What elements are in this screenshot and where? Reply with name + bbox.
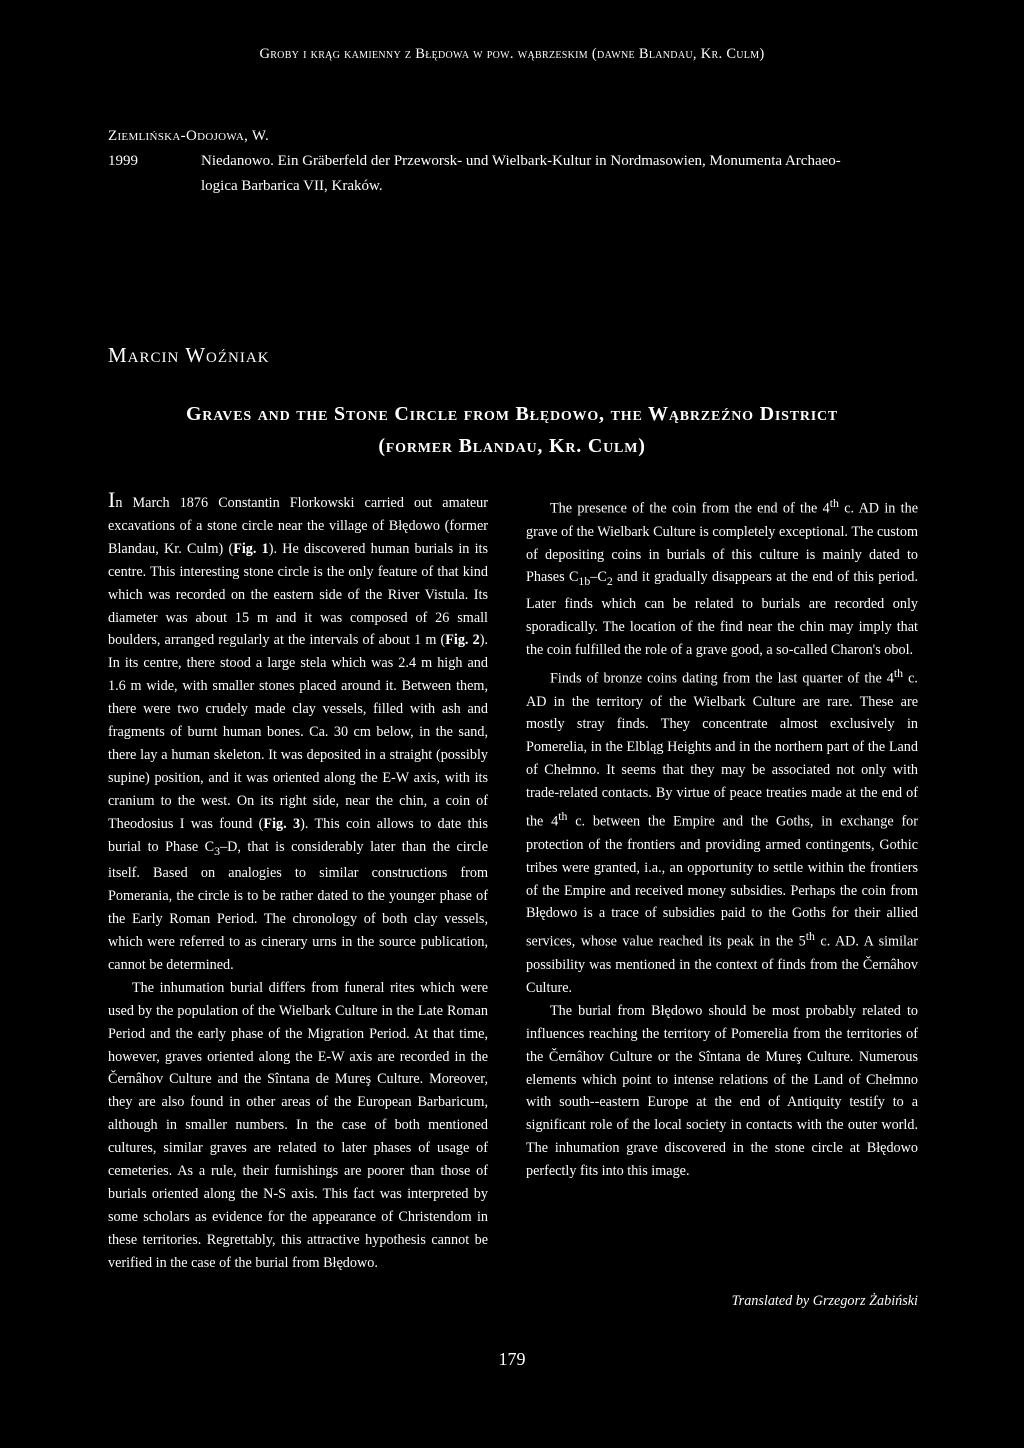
subscript: 3 [214, 843, 221, 858]
paragraph-text: ). In its centre, there stood a large stela which was 2.4 m high and 1.6 m wide, with smaller stones placed around it. Between them, there were two crudely made clay vessels, filled with ash and fragments of burnt human bones. Ca. 30 cm below, in the sand, there lay a human skeleton. It was deposited in a straight (possibly supine) position, and it was oriented along the E-W axis, with its cranium to the west. On its right side, near the chin, a coin of Theodosius I was found ( [108, 632, 488, 832]
paragraph-text: ). He discovered human burials in its centre. This interesting stone circle is the only feature of that kind which was recorded on the eastern side of the River Vistula. Its diameter was about 15 m and it was composed of 26 small boulders, arranged regularly at the intervals of about 1 m ( [108, 540, 489, 649]
superscript: th [829, 496, 839, 510]
paragraph-text: Finds of bronze coins dating from the last quarter of the 4 [550, 670, 894, 687]
paragraph-text: c. between the Empire and the Goths, in exchange for protection of the frontiers and providing armed contingents, Gothic tribes were granted, i.a., an opportunity to settle within the frontiers of the Empire and received money subsidies. Perhaps the coin from Błędowo is a trace of subsidies paid to the Goths for their allied services, whose value reached its peak in the 5 [526, 813, 918, 951]
reference-entry [108, 124, 920, 199]
article-title-line-1: Graves and the Stone Circle from Błędowo, the Wąbrzeźno District [185, 403, 839, 425]
reference-line [108, 149, 920, 174]
paragraph-text: and it gradually disappears at the end of this period. Later finds which can be related to burials are recorded only sporadically. The location of the find near the chin may imply that the coin fulfilled the role of a grave good, a so-called Charon's obol. [526, 569, 918, 658]
reference-year: 1999 [108, 153, 138, 169]
paragraph-text: ). This coin allows to date this burial to Phase C [108, 815, 489, 855]
paragraph-5: The burial from Błędowo should be most probably related to influences reaching the territory of Pomerelia from the territories of the Černâhov Culture or the Sîntana de Mureş Culture. Numerous elements which point to intense relations of the Land of Chełmno with south--eastern Europe at the end of Antiquity testify to a significant role of the local society in contacts with the outer world. The inhumation grave discovered in the stone circle at Błędowo perfectly fits into this image. [526, 1002, 918, 1180]
reference-title: Niedanowo. Ein Gräberfeld der Przeworsk- und Wielbark-Kultur in Nordmasowien, Monumenta Archaeo- [201, 153, 841, 169]
paragraph-text: The presence of the coin from the end of the 4 [550, 500, 830, 517]
paragraph-text: c. AD in the territory of the Wielbark Culture are rare. These are mostly stray finds. They concentrate almost exclusively in Pomerelia, in the Elbląg Heights and in the northern part of the Land of Chełmno. It seems that they may be associated not only with trade-related contacts. By virtue of peace treaties made at the end of the 4 [526, 670, 918, 830]
superscript: th [805, 929, 815, 944]
article-author: Marcin Woźniak [108, 343, 270, 367]
left-column [108, 487, 489, 1275]
subscript: 1b [578, 574, 591, 589]
paragraph-4 [526, 662, 918, 1000]
paragraph-text: –D, that is considerably later than the circle itself. Based on analogies to similar constructions from Pomerania, the circle is to be rather dated to the younger phase of the Early Roman Period. The chronology of both clay vessels, which were referred to as cinerary urns in the source publication, cannot be determined. [108, 838, 488, 973]
paragraph-text: n March 1876 Constantin Florkowski carried out amateur excavations of a stone circle near the village of Błędowo (former Blandau, Kr. Culm) ( [108, 495, 488, 557]
figure-reference: Fig. 3 [263, 815, 301, 832]
page-number: 179 [498, 1349, 526, 1369]
reference-continuation: logica Barbarica VII, Kraków. [201, 178, 383, 194]
paragraph-2: The inhumation burial differs from funeral rites which were used by the population of the Wielbark Culture in the Late Roman Period and the early phase of the Migration Period. At that time, however, graves oriented along the E-W axis are recorded in the Černâhov Culture and the Sîntana de Mureş Culture. Moreover, they are also found in other areas of the European Barbaricum, although in smaller numbers. In the case of both mentioned cultures, similar graves are related to later phases of usage of cemeteries. As a rule, their furnishings are poorer than those of burials oriented along the N-S axis. This fact was interpreted by some scholars as evidence for the appearance of Christendom in these territories. Regrettably, this attractive hypothesis cannot be verified in the case of the burial from Błędowo. [108, 979, 488, 1271]
drop-cap: I [108, 487, 116, 512]
article-title [0, 398, 1024, 462]
article-title-line-2: (former Blandau, Kr. Culm) [378, 435, 646, 457]
paragraph-text: –C [590, 569, 607, 586]
paragraph-text: c. AD in the grave of the Wielbark Culture is completely exceptional. The custom of depositing coins in burials of this culture is mainly dated to Phases C [526, 500, 918, 586]
figure-reference: Fig. 1 [233, 540, 269, 557]
paragraph-3 [526, 492, 918, 662]
running-head: Groby i krąg kamienny z Błędowa w pow. wąbrzeskim (dawne Blandau, Kr. Culm) [259, 46, 765, 62]
reference-author: Ziemlińska-Odojowa, W. [108, 128, 270, 144]
superscript: th [558, 809, 568, 824]
right-column [526, 492, 918, 1183]
translation-credit: Translated by Grzegorz Żabiński [731, 1293, 918, 1309]
paragraph-1 [108, 487, 489, 977]
superscript: th [893, 665, 904, 680]
paragraph-text: c. AD. A similar possibility was mentioned in the context of finds from the Černâhov Culture. [526, 934, 918, 996]
subscript: 2 [606, 574, 613, 589]
figure-reference: Fig. 2 [445, 632, 480, 649]
